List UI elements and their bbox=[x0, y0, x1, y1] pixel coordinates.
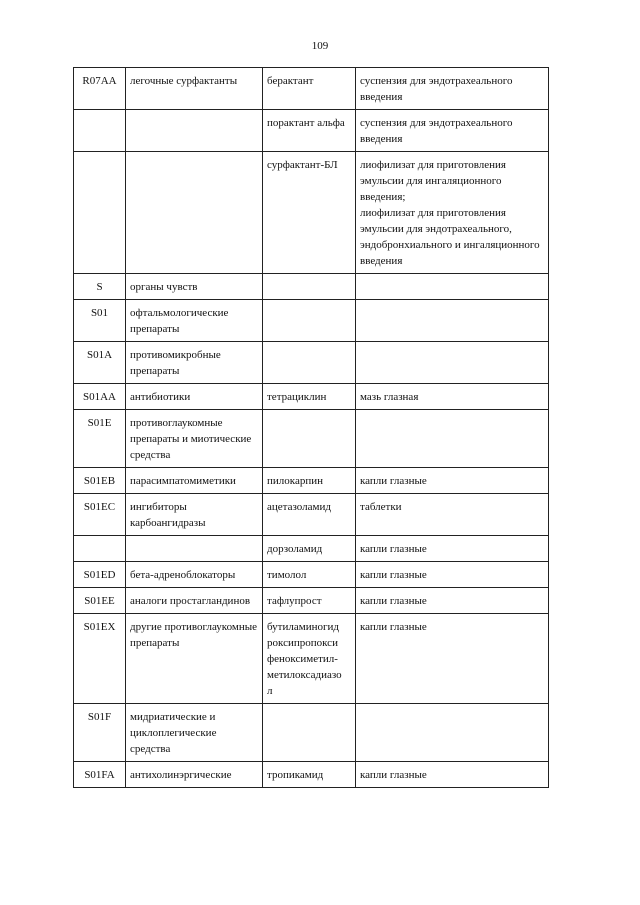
dosage-form-cell bbox=[356, 410, 549, 468]
dosage-form-cell-text: капли глазные bbox=[360, 595, 427, 607]
pharmacological-group-cell-text: мидриатические и циклоплегические средства bbox=[130, 711, 217, 755]
pharmacological-group-cell bbox=[126, 68, 263, 110]
drug-name-cell-text: дорзоламид bbox=[267, 543, 323, 555]
drug-name-cell bbox=[263, 300, 356, 342]
pharmacological-group-cell bbox=[126, 704, 263, 762]
pharmacological-group-cell-text: органы чувств bbox=[130, 281, 198, 293]
atc-code-cell bbox=[74, 562, 126, 588]
pharmacological-group-cell bbox=[126, 274, 263, 300]
dosage-form-cell bbox=[356, 300, 549, 342]
pharmacological-group-cell-text: другие противоглаукомные препараты bbox=[130, 621, 257, 649]
table-body bbox=[74, 68, 549, 788]
atc-code-cell bbox=[74, 300, 126, 342]
table-row bbox=[74, 562, 549, 588]
dosage-form-cell bbox=[356, 536, 549, 562]
drug-name-cell-text: тетрациклин bbox=[267, 391, 327, 403]
atc-code-cell bbox=[74, 536, 126, 562]
pharmacological-group-cell-text: аналоги простагландинов bbox=[130, 595, 251, 607]
table-row bbox=[74, 614, 549, 704]
dosage-form-cell bbox=[356, 704, 549, 762]
dosage-form-cell bbox=[356, 762, 549, 788]
table-row bbox=[74, 342, 549, 384]
atc-code-cell-text: S01ED bbox=[83, 569, 116, 581]
atc-code-cell-text: S01FA bbox=[84, 769, 115, 781]
atc-code-cell bbox=[74, 152, 126, 274]
drug-name-cell bbox=[263, 342, 356, 384]
drug-name-cell bbox=[263, 562, 356, 588]
pharmacological-group-cell bbox=[126, 614, 263, 704]
atc-code-cell bbox=[74, 384, 126, 410]
pharmacological-group-cell bbox=[126, 536, 263, 562]
pharmacological-group-cell bbox=[126, 588, 263, 614]
drug-name-cell-text: берактант bbox=[267, 75, 314, 87]
drug-name-cell bbox=[263, 536, 356, 562]
dosage-form-cell bbox=[356, 152, 549, 274]
dosage-form-cell-text: лиофилизат для приготовления эмульсии для ингаляционного введения; лиофилизат для приготовления эмульсии для эндотрахеального, эндобронхиального и ингаляционного введения bbox=[360, 159, 540, 267]
atc-code-cell bbox=[74, 468, 126, 494]
drug-name-cell bbox=[263, 68, 356, 110]
drug-name-cell-text: порактант альфа bbox=[267, 117, 345, 129]
atc-code-cell-text: S01A bbox=[86, 349, 113, 361]
dosage-form-cell-text: капли глазные bbox=[360, 475, 427, 487]
atc-code-cell-text: S01EB bbox=[83, 475, 116, 487]
table-row bbox=[74, 410, 549, 468]
pharmacological-group-cell-text: противоглаукомные препараты и миотические средства bbox=[130, 417, 252, 461]
table-row bbox=[74, 588, 549, 614]
pharmacological-group-cell bbox=[126, 152, 263, 274]
atc-code-cell-text: S bbox=[96, 281, 103, 293]
atc-code-cell-text: R07AA bbox=[82, 75, 117, 87]
pharmacological-group-cell-text: антибиотики bbox=[130, 391, 191, 403]
dosage-form-cell bbox=[356, 614, 549, 704]
pharmacological-group-cell-text: антихолинэргические bbox=[130, 769, 232, 781]
drug-name-cell bbox=[263, 704, 356, 762]
table-row bbox=[74, 68, 549, 110]
table-row bbox=[74, 274, 549, 300]
dosage-form-cell-text: капли глазные bbox=[360, 569, 427, 581]
table-row bbox=[74, 110, 549, 152]
pharmacological-group-cell bbox=[126, 342, 263, 384]
drug-name-cell-text: тимолол bbox=[267, 569, 307, 581]
dosage-form-cell bbox=[356, 342, 549, 384]
atc-code-cell bbox=[74, 614, 126, 704]
drug-name-cell bbox=[263, 274, 356, 300]
table-row bbox=[74, 762, 549, 788]
pharmacological-group-cell-text: офтальмологические препараты bbox=[130, 307, 229, 335]
drug-name-cell bbox=[263, 614, 356, 704]
drug-name-cell-text: тафлупрост bbox=[267, 595, 322, 607]
table-row bbox=[74, 300, 549, 342]
drug-name-cell bbox=[263, 494, 356, 536]
drug-name-cell bbox=[263, 152, 356, 274]
dosage-form-cell bbox=[356, 588, 549, 614]
atc-code-cell bbox=[74, 342, 126, 384]
pharmacological-group-cell-text: парасимпатомиметики bbox=[130, 475, 236, 487]
dosage-form-cell-text: капли глазные bbox=[360, 621, 427, 633]
dosage-form-cell-text: капли глазные bbox=[360, 543, 427, 555]
drug-name-cell-text: сурфактант-БЛ bbox=[267, 159, 338, 171]
table-row bbox=[74, 468, 549, 494]
pharmacological-group-cell bbox=[126, 410, 263, 468]
dosage-form-cell bbox=[356, 468, 549, 494]
dosage-form-cell bbox=[356, 384, 549, 410]
pharmacological-group-cell bbox=[126, 562, 263, 588]
pharmacological-group-cell-text: ингибиторы карбоангидразы bbox=[130, 501, 206, 529]
dosage-form-cell bbox=[356, 68, 549, 110]
atc-code-cell bbox=[74, 588, 126, 614]
drug-name-cell bbox=[263, 384, 356, 410]
page-number: 109 bbox=[311, 40, 329, 52]
atc-code-cell-text: S01EE bbox=[84, 595, 115, 607]
atc-code-cell-text: S01E bbox=[87, 417, 112, 429]
drug-name-cell-text: ацетазоламид bbox=[267, 501, 331, 513]
dosage-form-cell bbox=[356, 562, 549, 588]
atc-code-cell bbox=[74, 494, 126, 536]
atc-code-cell-text: S01EX bbox=[83, 621, 116, 633]
dosage-form-cell bbox=[356, 274, 549, 300]
dosage-form-cell bbox=[356, 494, 549, 536]
table-row bbox=[74, 494, 549, 536]
drug-name-cell bbox=[263, 468, 356, 494]
atc-code-cell bbox=[74, 704, 126, 762]
drug-name-cell-text: бутиламиногид роксипропокси феноксиметил- метилоксадиазо л bbox=[267, 621, 342, 697]
table-row bbox=[74, 536, 549, 562]
atc-code-cell bbox=[74, 110, 126, 152]
pharmacological-group-cell bbox=[126, 468, 263, 494]
atc-code-cell-text: S01F bbox=[87, 711, 112, 723]
pharmacological-group-cell-text: противомикробные препараты bbox=[130, 349, 221, 377]
drug-name-cell bbox=[263, 410, 356, 468]
pharmacological-group-cell-text: легочные сурфактанты bbox=[130, 75, 238, 87]
pharmacological-group-cell bbox=[126, 384, 263, 410]
atc-code-cell-text: S01AA bbox=[82, 391, 116, 403]
atc-code-cell bbox=[74, 410, 126, 468]
atc-code-cell-text: S01 bbox=[90, 307, 109, 319]
drug-name-cell bbox=[263, 588, 356, 614]
pharmacological-group-cell bbox=[126, 300, 263, 342]
dosage-form-cell-text: суспензия для эндотрахеального введения bbox=[360, 117, 513, 145]
dosage-form-cell-text: мазь глазная bbox=[360, 391, 419, 403]
atc-code-cell-text: S01EC bbox=[83, 501, 116, 513]
drug-name-cell bbox=[263, 110, 356, 152]
pharmacological-group-cell bbox=[126, 110, 263, 152]
atc-code-cell bbox=[74, 762, 126, 788]
atc-code-cell bbox=[74, 68, 126, 110]
pharmacological-group-cell bbox=[126, 494, 263, 536]
pharmacological-group-cell bbox=[126, 762, 263, 788]
table-row bbox=[74, 704, 549, 762]
table-row bbox=[74, 384, 549, 410]
dosage-form-cell-text: таблетки bbox=[360, 501, 402, 513]
drug-name-cell bbox=[263, 762, 356, 788]
table-row bbox=[74, 152, 549, 274]
atc-code-cell bbox=[74, 274, 126, 300]
drug-classification-table bbox=[73, 67, 549, 788]
dosage-form-cell-text: суспензия для эндотрахеального введения bbox=[360, 75, 513, 103]
pharmacological-group-cell-text: бета-адреноблокаторы bbox=[130, 569, 236, 581]
dosage-form-cell bbox=[356, 110, 549, 152]
drug-name-cell-text: пилокарпин bbox=[267, 475, 323, 487]
dosage-form-cell-text: капли глазные bbox=[360, 769, 427, 781]
drug-name-cell-text: тропикамид bbox=[267, 769, 324, 781]
